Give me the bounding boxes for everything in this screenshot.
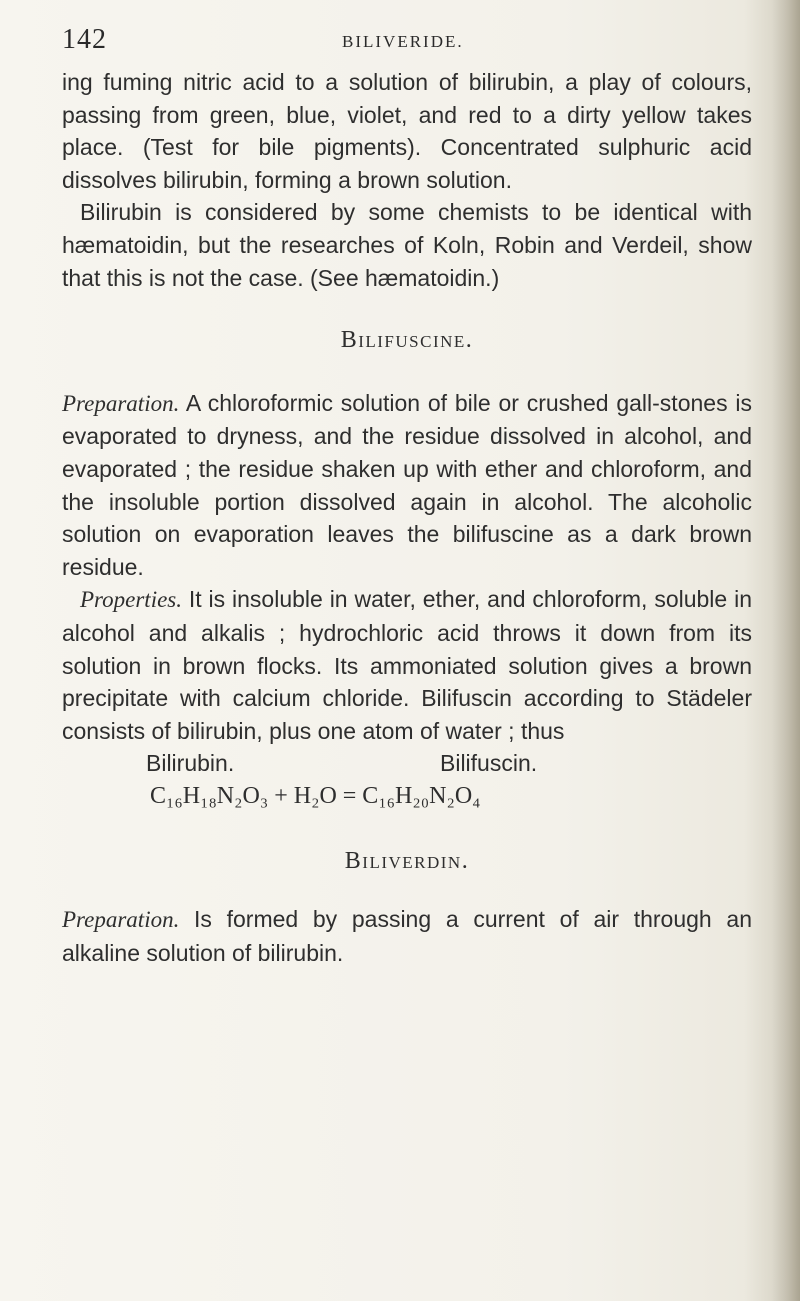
formula-name-bilifuscin: Bilifuscin. xyxy=(440,750,538,777)
paragraph-bilifuscine-preparation xyxy=(62,387,752,584)
chemical-equation: C₁₆H₁₈N₂O₃ + H₂O = C₁₆H₂₀N₂O₄ xyxy=(150,783,481,810)
bilifuscine-properties-text: It is insoluble in water, ether, and chloroform, soluble in alcohol and alkalis ; hydrochloric acid throws it down from its solution in brown flocks. Its ammoniated solution gives a brown precipitate with calcium chloride. Bilifuscin according to Städeler consists of bilirubin, plus one atom of water ; thus xyxy=(62,586,752,744)
page-body xyxy=(62,66,752,970)
heading-biliverdin: Biliverdin. xyxy=(344,847,470,874)
paragraph-haematoidin-comparison: Bilirubin is considered by some chemists to be identical with hæmatoidin, but the researches of Koln, Robin and Verdeil, show that this is not the case. (See hæmatoidin.) xyxy=(62,199,752,291)
page-edge-shadow xyxy=(772,0,800,1301)
formula-names xyxy=(62,747,752,780)
biliverdin-preparation-text: Is formed by passing a current of air through an alkaline solution of bilirubin. xyxy=(62,906,752,967)
running-head xyxy=(62,24,742,58)
formula-name-bilirubin: Bilirubin. xyxy=(146,750,235,777)
paragraph-bile-pigment-test: ing fuming nitric acid to a solution of bilirubin, a play of colours, passing from green, blue, violet, and red to a dirty yellow takes place. (Test for bile pigments). Concentrated sulphuric acid dissolves bilirubin, forming a brown solution. xyxy=(62,69,752,193)
run-in-properties: Properties. xyxy=(80,587,182,613)
paragraph-biliverdin-preparation xyxy=(62,903,752,969)
heading-bilifuscine: Bilifuscine. xyxy=(340,327,474,354)
run-in-preparation: Preparation. xyxy=(62,390,180,416)
bilifuscine-preparation-text: A chloroformic solution of bile or crushed gall-stones is evaporated to dryness, and the residue dissolved in alcohol, and evaporated ; the residue shaken up with ether and chloroform, and the insoluble portion dissolved again in alcohol. The alcoholic solution on evaporation leaves the bilifuscine as a dark brown residue. xyxy=(62,389,752,580)
page-number: 142 xyxy=(62,24,107,55)
run-in-preparation-biliverdin: Preparation. xyxy=(62,907,180,933)
paragraph-bilifuscine-properties xyxy=(62,583,752,747)
running-head-title: BILIVERIDE. xyxy=(342,32,464,51)
